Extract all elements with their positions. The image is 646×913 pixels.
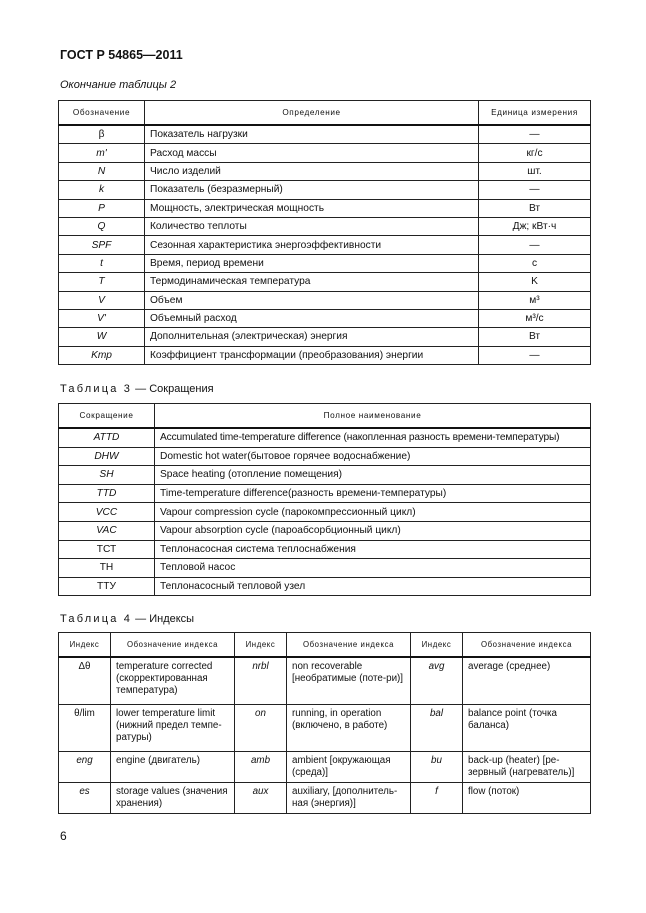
index-cell: nrbl (235, 657, 287, 705)
index-description-cell: balance point (точка баланса) (463, 705, 591, 752)
column-header: Обозначение (59, 101, 145, 126)
table-row (59, 162, 591, 180)
index-description-cell: non recoverable [необратимые (поте-ри)] (287, 657, 411, 705)
definition-cell: Время, период времени (145, 254, 479, 272)
full-name-cell: Vapour absorption cycle (пароабсорбционный цикл) (155, 521, 591, 540)
symbol-cell: Q (59, 217, 145, 235)
unit-cell: м³ (479, 291, 591, 309)
unit-cell: K (479, 273, 591, 291)
page-number: 6 (60, 829, 67, 843)
column-header: Индекс (235, 633, 287, 658)
table-row (59, 273, 591, 291)
definition-cell: Объемный расход (145, 309, 479, 327)
table-row (59, 254, 591, 272)
definition-cell: Термодинамическая температура (145, 273, 479, 291)
index-description-cell: auxiliary, [дополнитель-ная (энергия)] (287, 783, 411, 814)
full-name-cell: Time-temperature difference(разность времени-температуры) (155, 484, 591, 503)
definition-cell: Мощность, электрическая мощность (145, 199, 479, 217)
unit-cell: — (479, 125, 591, 144)
table-row (59, 181, 591, 199)
index-cell: f (411, 783, 463, 814)
index-description-cell: lower temperature limit (нижний предел темпе-ратуры) (111, 705, 235, 752)
table-row (59, 783, 591, 814)
table-row (59, 144, 591, 162)
table4-caption-title: — Индексы (132, 613, 195, 625)
table-row (59, 328, 591, 346)
index-cell: es (59, 783, 111, 814)
full-name-cell: Vapour compression cycle (парокомпрессионный цикл) (155, 503, 591, 522)
symbol-cell: V' (59, 309, 145, 327)
index-description-cell: running, in operation (включено, в работе) (287, 705, 411, 752)
abbreviation-cell: VCC (59, 503, 155, 522)
table-row (59, 236, 591, 254)
full-name-cell: Тепловой насос (155, 559, 591, 578)
definition-cell: Объем (145, 291, 479, 309)
symbol-cell: Kтр (59, 346, 145, 364)
abbreviation-cell: ТН (59, 559, 155, 578)
definition-cell: Сезонная характеристика энергоэффективности (145, 236, 479, 254)
table-row (59, 346, 591, 364)
symbol-cell: t (59, 254, 145, 272)
definition-cell: Дополнительная (электрическая) энергия (145, 328, 479, 346)
index-description-cell: average (среднее) (463, 657, 591, 705)
symbol-cell: m' (59, 144, 145, 162)
index-cell: bal (411, 705, 463, 752)
column-header: Полное наименование (155, 404, 591, 429)
index-cell: bu (411, 752, 463, 783)
column-header: Единица измерения (479, 101, 591, 126)
definition-cell: Показатель нагрузки (145, 125, 479, 144)
index-cell: Δθ (59, 657, 111, 705)
table4-caption-number: Таблица 4 (60, 613, 133, 625)
index-description-cell: ambient [окружающая (среда)] (287, 752, 411, 783)
table-row (59, 540, 591, 559)
table-row (59, 291, 591, 309)
abbreviation-cell: VAC (59, 521, 155, 540)
unit-cell: — (479, 346, 591, 364)
table-2 (58, 100, 591, 365)
table3-caption (60, 383, 214, 395)
column-header: Индекс (411, 633, 463, 658)
full-name-cell: Accumulated time-temperature difference (накопленная разность времени-температуры) (155, 428, 591, 447)
unit-cell: Вт (479, 199, 591, 217)
column-header: Обозначение индекса (111, 633, 235, 658)
unit-cell: м³/с (479, 309, 591, 327)
table-row (59, 125, 591, 144)
full-name-cell: Space heating (отопление помещения) (155, 466, 591, 485)
definition-cell: Показатель (безразмерный) (145, 181, 479, 199)
symbol-cell: V (59, 291, 145, 309)
abbreviation-cell: TTD (59, 484, 155, 503)
unit-cell: — (479, 236, 591, 254)
unit-cell: Вт (479, 328, 591, 346)
index-description-cell: storage values (значения хранения) (111, 783, 235, 814)
full-name-cell: Теплонасосный тепловой узел (155, 577, 591, 596)
index-description-cell: engine (двигатель) (111, 752, 235, 783)
abbreviation-cell: ATTD (59, 428, 155, 447)
table-row (59, 309, 591, 327)
column-header: Обозначение индекса (463, 633, 591, 658)
table-row (59, 447, 591, 466)
unit-cell: Дж; кВт·ч (479, 217, 591, 235)
index-cell: eng (59, 752, 111, 783)
abbreviation-cell: DHW (59, 447, 155, 466)
document-header: ГОСТ Р 54865—2011 (60, 48, 183, 62)
unit-cell: кг/с (479, 144, 591, 162)
table-row (59, 503, 591, 522)
symbol-cell: N (59, 162, 145, 180)
column-header: Определение (145, 101, 479, 126)
symbol-cell: SPF (59, 236, 145, 254)
table-row (59, 577, 591, 596)
unit-cell: шт. (479, 162, 591, 180)
index-description-cell: back-up (heater) [ре-зервный (нагреватель)] (463, 752, 591, 783)
table3-caption-number: Таблица 3 (60, 383, 133, 395)
table-row (59, 521, 591, 540)
table-3 (58, 403, 591, 596)
symbol-cell: T (59, 273, 145, 291)
table-row (59, 199, 591, 217)
symbol-cell: k (59, 181, 145, 199)
table3-caption-title: — Сокращения (132, 383, 214, 395)
index-cell: on (235, 705, 287, 752)
table-row (59, 705, 591, 752)
table-row (59, 217, 591, 235)
abbreviation-cell: ТТУ (59, 577, 155, 596)
definition-cell: Число изделий (145, 162, 479, 180)
abbreviation-cell: SH (59, 466, 155, 485)
table-4 (58, 632, 591, 814)
definition-cell: Количество теплоты (145, 217, 479, 235)
unit-cell: — (479, 181, 591, 199)
column-header: Индекс (59, 633, 111, 658)
index-description-cell: flow (поток) (463, 783, 591, 814)
index-cell: amb (235, 752, 287, 783)
index-description-cell: temperature corrected (скорректированная температура) (111, 657, 235, 705)
definition-cell: Коэффициент трансформации (преобразования) энергии (145, 346, 479, 364)
symbol-cell: W (59, 328, 145, 346)
table-row (59, 559, 591, 578)
table-row (59, 484, 591, 503)
index-cell: avg (411, 657, 463, 705)
table-row (59, 752, 591, 783)
symbol-cell: P (59, 199, 145, 217)
table-row (59, 657, 591, 705)
table4-caption (60, 613, 194, 625)
definition-cell: Расход массы (145, 144, 479, 162)
column-header: Обозначение индекса (287, 633, 411, 658)
full-name-cell: Теплонасосная система теплоснабжения (155, 540, 591, 559)
table2-caption: Окончание таблицы 2 (60, 79, 177, 91)
unit-cell: с (479, 254, 591, 272)
table-row (59, 466, 591, 485)
column-header: Сокращение (59, 404, 155, 429)
full-name-cell: Domestic hot water(бытовое горячее водоснабжение) (155, 447, 591, 466)
symbol-cell: β (59, 125, 145, 144)
abbreviation-cell: ТСТ (59, 540, 155, 559)
index-cell: θ/lim (59, 705, 111, 752)
index-cell: aux (235, 783, 287, 814)
table-row (59, 428, 591, 447)
